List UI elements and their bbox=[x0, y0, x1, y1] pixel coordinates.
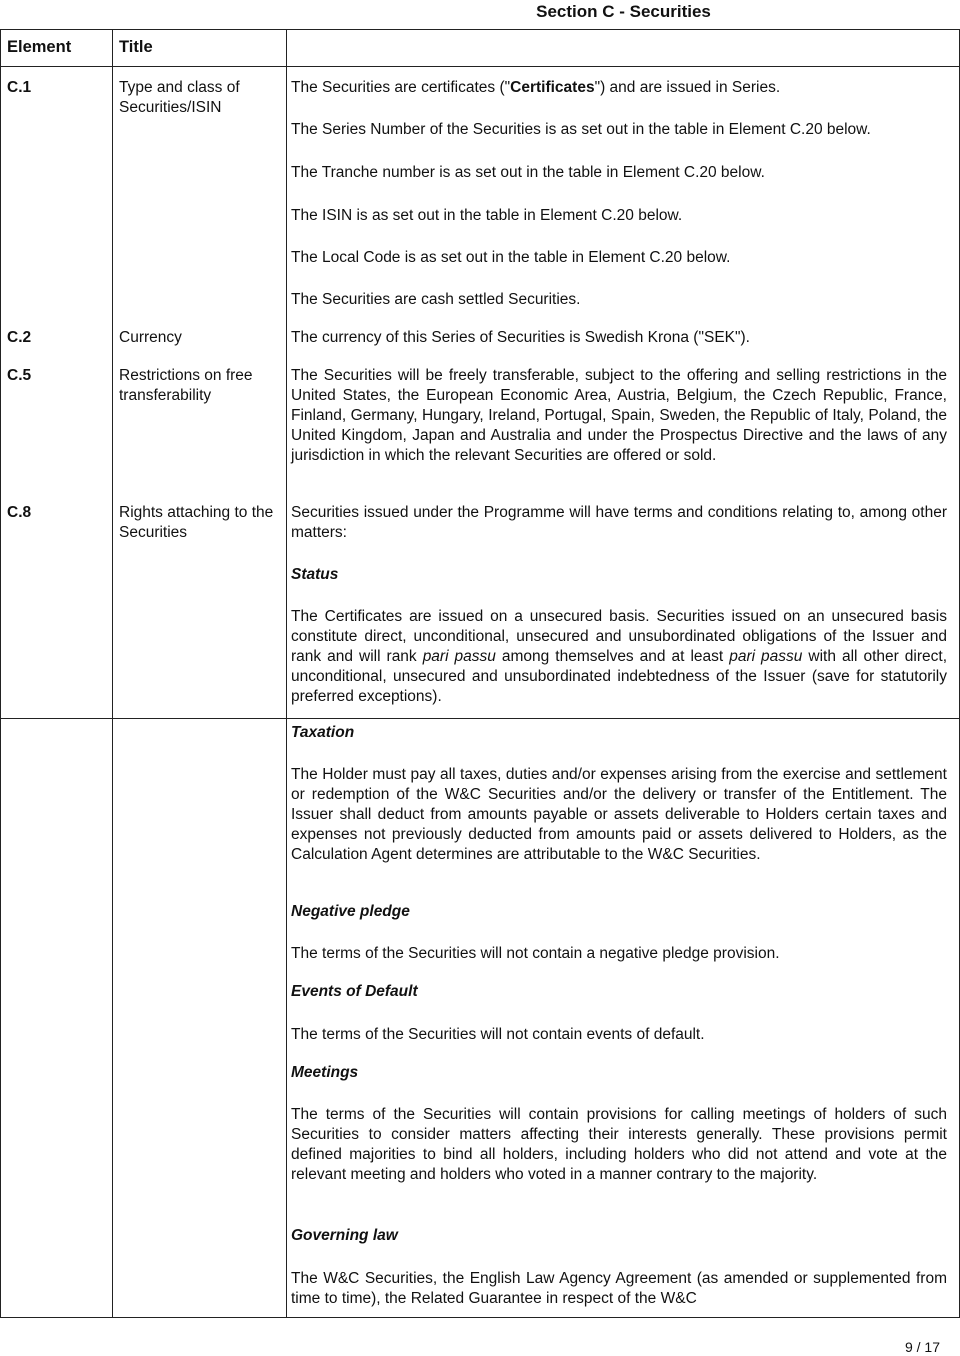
column-divider-1-lower bbox=[112, 718, 113, 1318]
page-number: 9 / 17 bbox=[904, 1339, 940, 1355]
element-code: C.8 bbox=[7, 504, 32, 521]
column-divider-2 bbox=[286, 29, 287, 718]
c8-intro: Securities issued under the Programme will have terms and conditions relating to, among other matters: bbox=[291, 504, 947, 541]
column-divider-2-lower bbox=[286, 718, 287, 1318]
header-element: Element bbox=[7, 38, 72, 56]
governing-law-text: The W&C Securities, the English Law Agency Agreement (as amended or supplemented from time to time), the Related Guarantee in respect of the W&C bbox=[291, 1270, 947, 1307]
taxation-heading: Taxation bbox=[291, 724, 355, 741]
meetings-text: The terms of the Securities will contain provisions for calling meetings of holders of such Securities to consider matters affecting their interests generally. These provisions permit defined majorities to bind all holders, including holders who did not attend and vote at the relevant meeting and holders who voted in a manner contrary to the majority. bbox=[291, 1106, 947, 1183]
table-left-border bbox=[0, 29, 1, 718]
governing-law-heading: Governing law bbox=[291, 1227, 398, 1244]
c1-line: The Securities are cash settled Securities. bbox=[291, 291, 581, 308]
c1-intro: The Securities are certificates ("Certificates") and are issued in Series. bbox=[291, 79, 781, 96]
negative-pledge-text: The terms of the Securities will not contain a negative pledge provision. bbox=[291, 945, 780, 962]
header-title: Title bbox=[119, 38, 153, 56]
meetings-heading: Meetings bbox=[291, 1064, 359, 1081]
c2-text: The currency of this Series of Securities is Swedish Krona ("SEK"). bbox=[291, 329, 750, 346]
column-divider-1 bbox=[112, 29, 113, 718]
c1-line: The Local Code is as set out in the table in Element C.20 below. bbox=[291, 249, 731, 266]
c1-line: The Tranche number is as set out in the table in Element C.20 below. bbox=[291, 164, 765, 181]
events-of-default-text: The terms of the Securities will not contain events of default. bbox=[291, 1026, 705, 1043]
status-text: The Certificates are issued on a unsecured basis. Securities issued on an unsecured basis constitute direct, unconditional, unsecured and unsubordinated obligations of the Issuer and rank and will rank pari passu among themselves and at least pari passu with all other direct, unconditional, unsecured and unsubordinated indebtedness of the Issuer (save for statutorily preferred exceptions). bbox=[291, 608, 948, 705]
element-title: Rights attaching to the Securities bbox=[119, 504, 274, 541]
element-title: Currency bbox=[119, 329, 182, 346]
c1-line: The Series Number of the Securities is as set out in the table in Element C.20 below. bbox=[291, 121, 871, 138]
table-bottom-border bbox=[0, 1317, 960, 1318]
header-bottom-border bbox=[0, 66, 960, 67]
c1-line: The ISIN is as set out in the table in Element C.20 below. bbox=[291, 207, 683, 224]
element-code: C.2 bbox=[7, 329, 32, 346]
events-of-default-heading: Events of Default bbox=[291, 983, 418, 1000]
taxation-text: The Holder must pay all taxes, duties and/or expenses arising from the exercise and settlement or redemption of the W&C Securities and/or the delivery or transfer of the Entitlement. The Issuer shall deduct from amounts payable or assets deliverable to Holders certain taxes and expenses not previously deducted from amounts paid or assets delivered to Holders, as the Calculation Agent determines are attributable to the W&C Securities. bbox=[291, 766, 947, 863]
c5-text: The Securities will be freely transferable, subject to the offering and selling restrictions in the United States, the European Economic Area, Austria, Belgium, the Czech Republic, France, Finland, Germany, Hungary, Ireland, Portugal, Spain, Sweden, the Republic of Italy, Poland, the United Kingdom, Japan and Australia and under the Prospectus Directive and the laws of any jurisdiction in which the relevant Securities are offered or sold. bbox=[291, 367, 947, 464]
element-code: C.1 bbox=[7, 79, 32, 96]
status-heading: Status bbox=[291, 566, 339, 583]
element-title: Type and class of Securities/ISIN bbox=[119, 79, 240, 116]
element-title: Restrictions on free transferability bbox=[119, 367, 253, 404]
negative-pledge-heading: Negative pledge bbox=[291, 903, 410, 920]
section-title: Section C - Securities bbox=[536, 2, 711, 21]
element-code: C.5 bbox=[7, 367, 32, 384]
table-left-border-lower bbox=[0, 718, 1, 1318]
page-break-border bbox=[0, 718, 960, 719]
